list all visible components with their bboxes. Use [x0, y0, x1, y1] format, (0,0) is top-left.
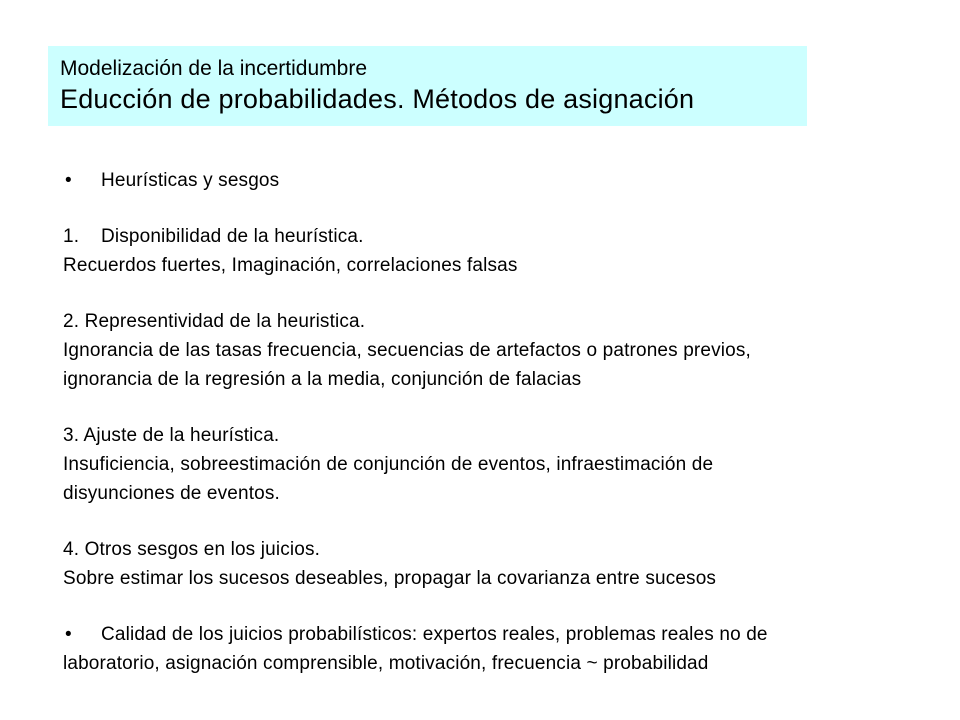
item3-detail-line2: disyunciones de eventos.: [63, 483, 280, 504]
spacer: [63, 195, 943, 222]
item3-heading: 3. Ajuste de la heurística.: [63, 425, 280, 446]
slide-content: [63, 166, 943, 678]
spacer: [63, 508, 943, 535]
item1-detail: Recuerdos fuertes, Imaginación, correlaciones falsas: [63, 255, 518, 276]
slide-title: Educción de probabilidades. Métodos de asignación: [60, 84, 695, 114]
item1-heading-line: [63, 222, 943, 251]
slide-subtitle: Modelización de la incertidumbre: [60, 57, 367, 80]
spacer: [63, 593, 943, 620]
bullet-quality: [63, 620, 943, 649]
item2-detail-line2: ignorancia de la regresión a la media, conjunción de falacias: [63, 369, 582, 390]
item2-heading: 2. Representividad de la heuristica.: [63, 311, 366, 332]
item2-detail-line1: Ignorancia de las tasas frecuencia, secuencias de artefactos o patrones previos,: [63, 340, 751, 361]
item3-detail-line1: Insuficiencia, sobreestimación de conjunción de eventos, infraestimación de: [63, 454, 714, 475]
quality-line2: laboratorio, asignación comprensible, motivación, frecuencia ~ probabilidad: [63, 653, 709, 674]
bullet-icon: •: [65, 624, 72, 645]
spacer: [63, 280, 943, 307]
quality-line1: Calidad de los juicios probabilísticos: expertos reales, problemas reales no de: [101, 624, 768, 645]
item1-number: 1.: [63, 226, 80, 247]
title-banner: [48, 46, 807, 126]
item1-heading: Disponibilidad de la heurística.: [101, 226, 364, 247]
item4-detail: Sobre estimar los sucesos deseables, propagar la covarianza entre sucesos: [63, 568, 717, 589]
item4-heading: 4. Otros sesgos en los juicios.: [63, 539, 321, 560]
bullet-icon: •: [65, 170, 72, 191]
spacer: [63, 394, 943, 421]
heuristics-heading: Heurísticas y sesgos: [101, 170, 280, 191]
bullet-heuristics: [63, 166, 943, 195]
